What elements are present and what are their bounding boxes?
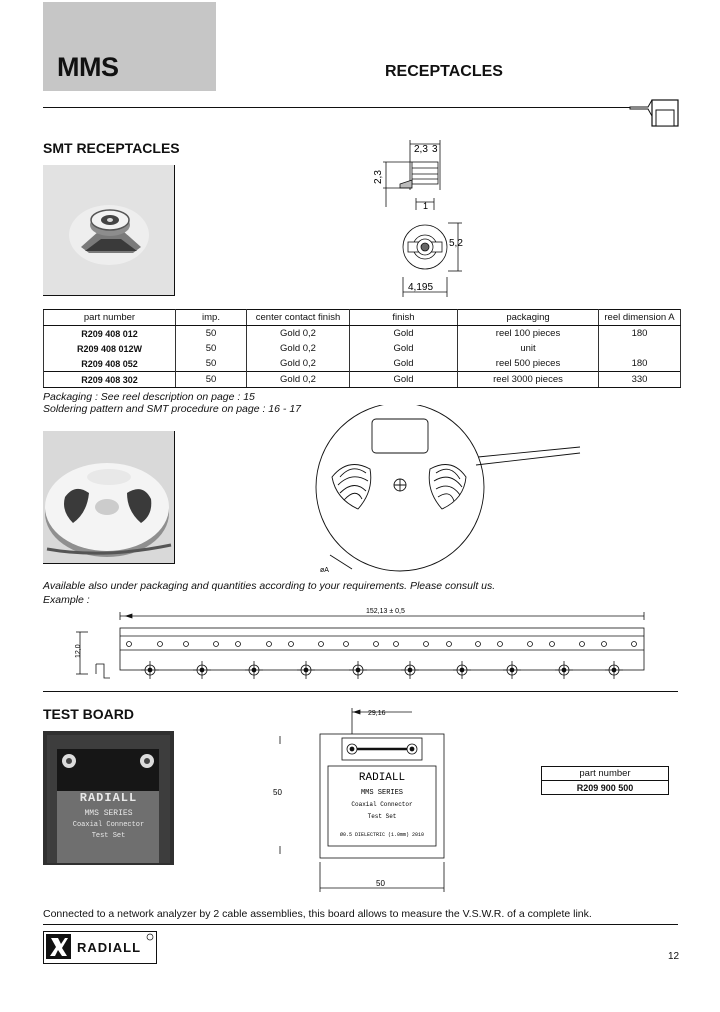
col-packaging: packaging xyxy=(458,310,599,326)
photo-line-test: Test Set xyxy=(91,832,126,840)
part-number-value: R209 900 500 xyxy=(542,781,669,795)
soldering-note: Soldering pattern and SMT procedure on page : 16 - 17 xyxy=(43,403,301,415)
brand-name: RADIALL xyxy=(77,940,142,955)
reel-photo xyxy=(43,431,175,564)
cell: reel 500 pieces xyxy=(458,356,599,372)
cell: reel 3000 pieces xyxy=(458,372,599,388)
connector-icon xyxy=(628,96,680,130)
section-separator xyxy=(43,691,678,692)
table-row xyxy=(44,356,681,372)
cell: Gold 0,2 xyxy=(247,372,350,388)
cell: 50 xyxy=(176,341,247,356)
dim-height: 2,3 xyxy=(373,170,384,184)
col-finish: finish xyxy=(350,310,458,326)
cell: 50 xyxy=(176,372,247,388)
test-board-drawing xyxy=(272,700,452,896)
receptacle-dimension-drawing xyxy=(350,132,490,302)
photo-line-series: MMS SERIES xyxy=(84,809,133,818)
board-line-series: MMS SERIES xyxy=(360,789,404,797)
header-rule xyxy=(43,107,635,108)
tape-strip-drawing xyxy=(66,604,656,686)
cell xyxy=(599,341,681,356)
cell: 50 xyxy=(176,326,247,342)
tape-length-label: 152,13 ± 0,5 xyxy=(366,608,405,615)
spec-table-header xyxy=(44,310,681,326)
board-side-dim: 50 xyxy=(273,788,282,797)
dim-side: 5,2 xyxy=(449,238,463,249)
cell: unit xyxy=(458,341,599,356)
col-reel-dimension: reel dimension A xyxy=(599,310,681,326)
cell: Gold xyxy=(350,356,458,372)
radiall-logo xyxy=(43,931,157,964)
spec-table xyxy=(43,309,681,388)
test-board-photo xyxy=(43,731,174,865)
table-row xyxy=(44,341,681,356)
availability-note: Available also under packaging and quantities according to your requirements. Please consult us. xyxy=(43,580,496,592)
board-line-brand: RADIALL xyxy=(358,772,406,784)
board-line-coax: Coaxial Connector xyxy=(351,801,413,808)
cell: R209 408 302 xyxy=(44,372,176,388)
board-line-dielectric: Ø0.5 DIELECTRIC (1.0mm) 2010 xyxy=(339,832,425,838)
cell: R209 408 012 xyxy=(44,326,176,342)
cell: R209 408 052 xyxy=(44,356,176,372)
cell: Gold 0,2 xyxy=(247,356,350,372)
cell: Gold xyxy=(350,372,458,388)
cell: R209 408 012W xyxy=(44,341,176,356)
part-number-label: part number xyxy=(542,767,669,781)
dim-bottom: 4,195 xyxy=(408,282,434,293)
test-board-part-table xyxy=(541,766,669,795)
page-number: 12 xyxy=(668,951,680,962)
category-title: RECEPTACLES xyxy=(385,63,503,80)
product-title: MMS xyxy=(57,52,119,82)
footer-rule xyxy=(43,924,678,925)
table-row xyxy=(44,326,681,342)
test-board-title: TEST BOARD xyxy=(43,706,134,722)
cell: Gold xyxy=(350,341,458,356)
board-bottom-dim: 50 xyxy=(376,879,385,888)
table-row xyxy=(44,372,681,388)
dim-top-sub: 3 xyxy=(432,144,438,155)
dim-pin: 1 xyxy=(423,201,429,211)
title-box xyxy=(43,2,216,91)
cell: 180 xyxy=(599,356,681,372)
cell: Gold 0,2 xyxy=(247,341,350,356)
cell: reel 100 pieces xyxy=(458,326,599,342)
cell: 50 xyxy=(176,356,247,372)
cell: Gold 0,2 xyxy=(247,326,350,342)
cell: 330 xyxy=(599,372,681,388)
receptacle-photo xyxy=(43,165,175,296)
reel-drawing xyxy=(300,405,590,575)
dim-top-width: 2,3 xyxy=(414,144,428,155)
test-board-description: Connected to a network analyzer by 2 cable assemblies, this board allows to measure the V.S.W.R. of a complete link. xyxy=(43,908,592,920)
tape-height-label: 12,0 xyxy=(75,644,82,658)
photo-line-coax: Coaxial Connector xyxy=(72,821,145,829)
smt-section-title: SMT RECEPTACLES xyxy=(43,140,180,156)
col-part-number: part number xyxy=(44,310,176,326)
board-line-test: Test Set xyxy=(367,813,397,820)
photo-line-brand: RADIALL xyxy=(79,791,138,805)
col-imp: imp. xyxy=(176,310,247,326)
packaging-note: Packaging : See reel description on page : 15 xyxy=(43,391,255,403)
cell: 180 xyxy=(599,326,681,342)
radiall-logo-icon xyxy=(46,934,71,959)
registered-icon xyxy=(146,933,154,941)
cell: Gold xyxy=(350,326,458,342)
example-label: Example : xyxy=(43,594,90,606)
reel-dimension-label: øA xyxy=(320,567,329,574)
col-contact-finish: center contact finish xyxy=(247,310,350,326)
board-top-dim: 29,16 xyxy=(368,710,386,717)
